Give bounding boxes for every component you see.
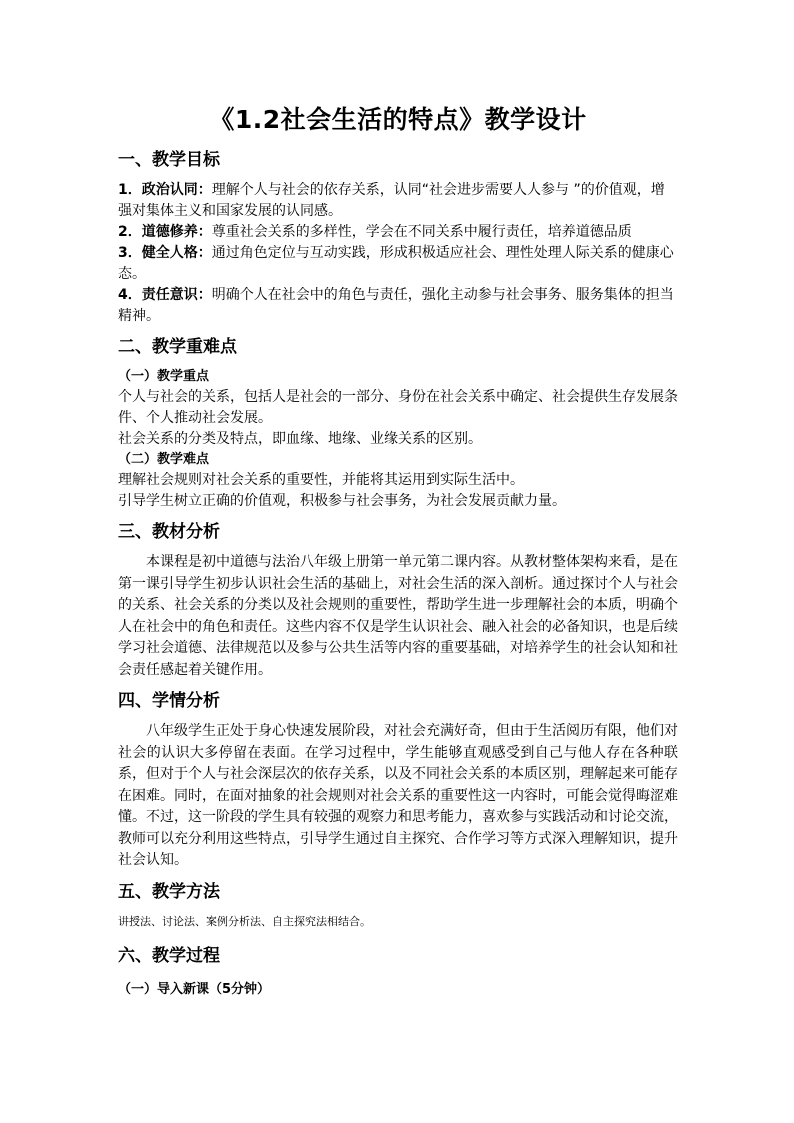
focus-heading: （一）教学重点 <box>118 369 210 384</box>
goal-term: 1．政治认同： <box>118 182 212 198</box>
section-heading-process: 六、教学过程 <box>118 945 220 966</box>
learners-paragraph: 八年级学生正处于身心快速发展阶段，对社会充满好奇，但由于生活阅历有限，他们对社会的认识大多停留在表面。在学习过程中，学生能够直观感受到自己与他人存在各种联系，但对于个人与社会深层次的依存关系，以及不同社会关系的本质区别，理解起来可能存在困难。同时，在面对抽象的社会规则对社会关系的重要性这一内容时，可能会觉得晦涩难懂。不过，这一阶段的学生具有较强的观察力和思考能力，喜欢参与实践活动和讨论交流，教师可以充分利用这些特点，引导学生通过自主探究、合作学习等方式深入理解知识，提升社会认知。 <box>118 723 678 868</box>
focus-line: 个人与社会的关系，包括人是社会的一部分、身份在社会关系中确定、社会提供生存发展条件、个人推动社会发展。 <box>118 389 678 426</box>
goal-item-4 <box>118 285 678 327</box>
methods-text: 讲授法、讨论法、案例分析法、自主探究法相结合。 <box>118 914 371 928</box>
goal-text: 尊重社会关系的多样性，学会在不同关系中履行责任，培养道德品质 <box>211 224 632 240</box>
difficulty-line: 理解社会规则对社会关系的重要性，并能将其运用到实际生活中。 <box>118 472 524 488</box>
document-page <box>118 96 678 1000</box>
goal-item-2 <box>118 222 678 243</box>
goal-term: 3．健全人格： <box>118 245 212 261</box>
difficulty-heading: （二）教学难点 <box>118 452 210 467</box>
process-step-heading: （一）导入新课（5分钟） <box>118 981 271 997</box>
goal-text: 明确个人在社会中的角色与责任，强化主动参与社会事务、服务集体的担当精神。 <box>118 287 674 324</box>
goal-text: 通过角色定位与互动实践，形成积极适应社会、理性处理人际关系的健康心态。 <box>118 245 674 282</box>
section-heading-goals: 一、教学目标 <box>118 150 220 170</box>
difficulty-line: 引导学生树立正确的价值观，积极参与社会事务，为社会发展贡献力量。 <box>118 493 566 509</box>
section-heading-learners: 四、学情分析 <box>118 691 220 711</box>
goal-term: 2．道德修养： <box>118 224 212 240</box>
section-heading-methods: 五、教学方法 <box>118 881 220 902</box>
section-heading-materials: 三、教材分析 <box>118 522 220 542</box>
document-title: 《1.2社会生活的特点》教学设计 <box>209 105 587 134</box>
materials-paragraph: 本课程是初中道德与法治八年级上册第一单元第二课内容。从教材整体架构来看，是在第一课引导学生初步认识社会生活的基础上，对社会生活的深入剖析。通过探讨个人与社会的关系、社会关系的分类以及社会规则的重要性，帮助学生进一步理解社会的本质，明确个人在社会中的角色和责任。这些内容不仅是学生认识社会、融入社会的必备知识，也是后续学习社会道德、法律规范以及参与公共生活等内容的重要基础，对培养学生的社会认知和社会责任感起着关键作用。 <box>118 554 678 678</box>
goal-term: 4．责任意识： <box>118 287 212 303</box>
goal-item-3 <box>118 243 678 285</box>
focus-line: 社会关系的分类及特点，即血缘、地缘、业缘关系的区别。 <box>118 431 482 447</box>
section-heading-key-points: 二、教学重难点 <box>118 337 237 357</box>
goal-item-1 <box>118 180 678 222</box>
goal-text: 理解个人与社会的依存关系，认同“社会进步需要人人参与 ”的价值观，增强对集体主义和国家发展的认同感。 <box>118 182 665 219</box>
